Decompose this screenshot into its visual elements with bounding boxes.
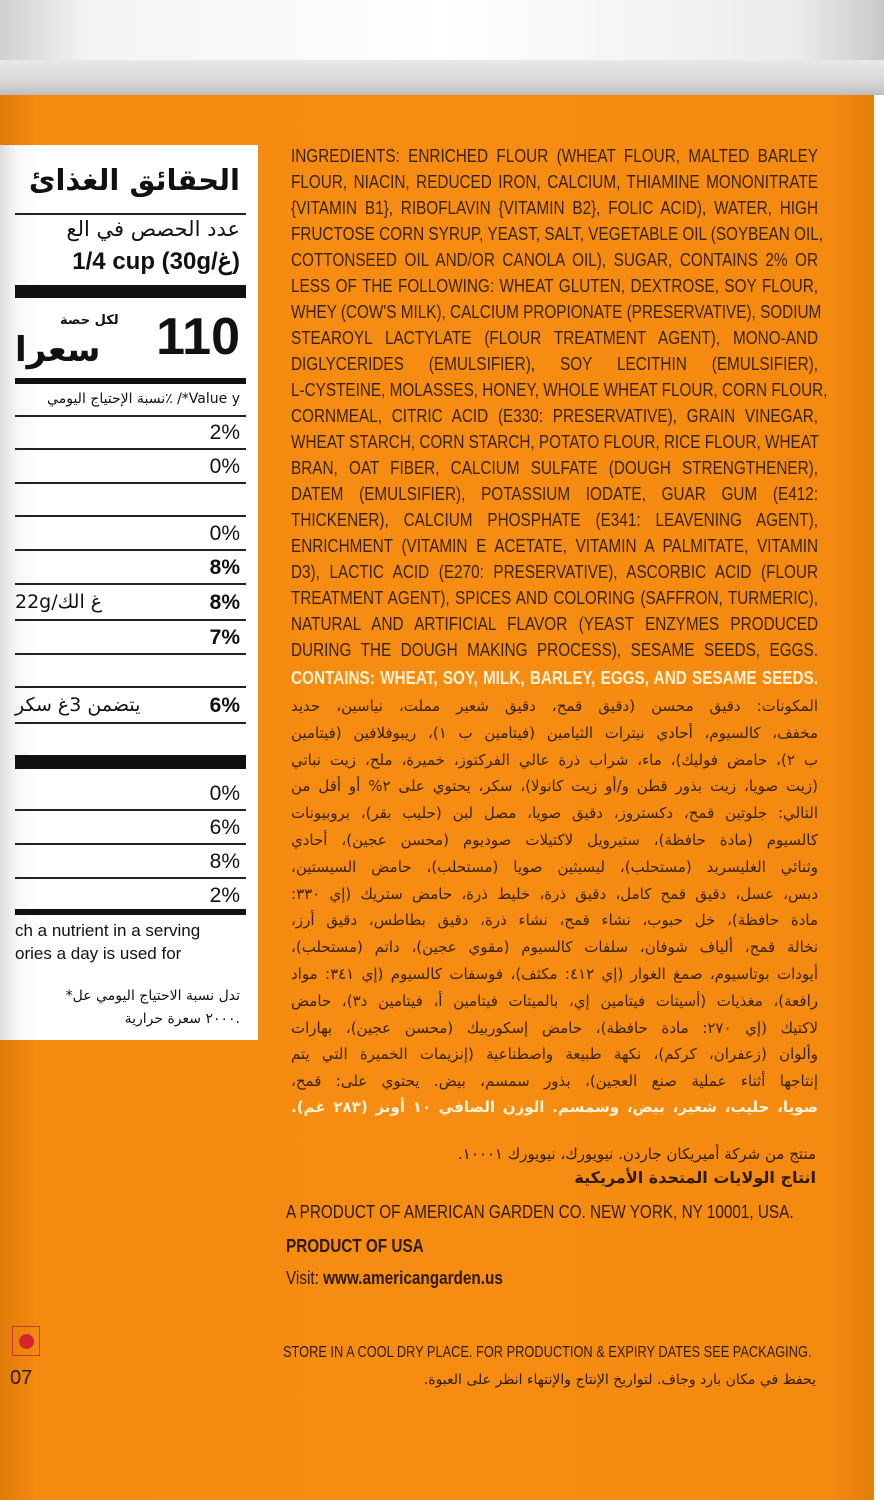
dv-value: 2% <box>209 421 240 444</box>
dv-value: 0% <box>209 455 240 478</box>
allergen-statement-ar: صويا، حليب، شعير، بيض، وسمسم. الوزن الصافي ١٠ أونز (٢٨٣ غم). <box>291 1098 818 1116</box>
ingredient-line-ar: وثنائي الغليسريد (مستحلب)، ليسيثين صويا (مستحلب)، حامض السيستين، <box>291 857 818 876</box>
ingredient-line-en: THICKENER), CALCIUM PHOSPHATE (E341: LEAVENING AGENT), <box>291 510 818 530</box>
ingredient-line-ar: ب ٢)، حامض فوليك)، ماء، شراب ذرة عالي الفركتوز، خميرة، ملح، زيت نباتي <box>291 750 819 769</box>
ingredient-line-en: STEAROYL LACTYLATE (FLOUR TREATMENT AGENT), MONO-AND <box>291 328 818 348</box>
lid-rim <box>0 60 884 95</box>
origin-ar: انتاج الولايات المتحدة الأمريكية <box>574 1168 816 1187</box>
divider <box>15 213 246 215</box>
per-serving-label: لكل حصة <box>60 313 119 328</box>
nutrient-row <box>0 416 258 450</box>
code-fragment: 07 <box>10 1367 33 1389</box>
nutrition-title: الحقائق الغذائ <box>28 163 240 197</box>
footnote-en-line: ch a nutrient in a serving <box>15 921 201 940</box>
dv-value: 0% <box>209 782 240 805</box>
ingredient-line-en: DATEM (EMULSIFIER), POTASSIUM IODATE, GUAR GUM (E412: <box>291 484 818 504</box>
dv-value: 8% <box>209 591 240 614</box>
dv-value: 7% <box>209 626 240 649</box>
ingredient-line-en: D3), LACTIC ACID (E270: PRESERVATIVE), ASCORBIC ACID (FLOUR <box>291 562 818 582</box>
dv-value: 8% <box>209 556 240 579</box>
nutrient-row <box>0 450 258 484</box>
thick-divider <box>15 285 246 298</box>
ingredient-line-ar: (زيت صويا، زيت بذور قطن و/أو زيت كانولا)، سكر، يحتوي على ٢% أو أقل من <box>291 777 818 796</box>
ingredient-line-en: COTTONSEED OIL AND/OR CANOLA OIL), SUGAR, CONTAINS 2% OR <box>291 250 818 270</box>
veg-mark-dot-icon <box>19 1334 34 1349</box>
nutrient-label: يتضمن 3غ سكر <box>15 694 141 716</box>
origin-en: PRODUCT OF USA <box>286 1236 424 1256</box>
ingredient-line-en: WHEAT STARCH, CORN STARCH, POTATO FLOUR, RICE FLOUR, WHEAT <box>291 432 820 452</box>
ingredient-line-ar: رافعة)، مغذيات (أسيتات فيتامين إي، بالميتات فيتامين أ، فيتامين د٣)، حامض <box>291 991 818 1010</box>
calories-value: 110 <box>156 308 240 366</box>
ingredient-line-en: {VITAMIN B1}, RIBOFLAVIN {VITAMIN B2}, FOLIC ACID), WATER, HIGH <box>291 198 818 218</box>
nutrient-row <box>0 655 258 688</box>
ingredient-line-en: TREATMENT AGENT), SPICES AND COLORING (SAFFRON, TURMERIC), <box>291 588 818 608</box>
vitamin-row <box>0 777 258 811</box>
ingredient-line-en: L-CYSTEINE, MOLASSES, HONEY, WHOLE WHEAT FLOUR, CORN FLOUR, <box>291 380 828 400</box>
divider <box>15 722 246 724</box>
dv-value: 6% <box>209 694 240 717</box>
nutrient-row <box>0 621 258 655</box>
nutrient-rows <box>0 416 258 724</box>
ingredient-line-en: NATURAL AND ARTIFICIAL FLAVOR (YEAST ENZYMES PRODUCED <box>291 614 818 634</box>
ingredient-line-ar: أيودات بوتاسيوم، صمغ الغوار (إي ٤١٢: مكثف)، فوسفات كالسيوم (إي ٣٤١: مواد <box>291 965 819 983</box>
serving-size: 1/4 cup (30g/غ) <box>72 248 240 275</box>
ingredient-line-en: FRUCTOSE CORN SYRUP, YEAST, SALT, VEGETABLE OIL (SOYBEAN OIL, <box>291 224 823 244</box>
producer-ar: منتج من شركة أميريكان جاردن. نيويورك، نيويورك ١٠٠٠١. <box>457 1145 816 1163</box>
can-lid <box>0 0 884 95</box>
ingredient-line-en: LESS OF THE FOLLOWING: WHEAT GLUTEN, DEXTROSE, SOY FLOUR, <box>291 276 818 296</box>
ingredient-line-ar: التالي: جلوتين قمح، دكستروز، دقيق صويا، مصل لبن (حليب بقر)، بروبيونات <box>291 804 818 823</box>
thick-divider <box>15 909 246 915</box>
dv-value: 0% <box>209 522 240 545</box>
footnote-ar-line: *تدل نسبة الاحتياج اليومي عل <box>65 988 240 1004</box>
ingredient-line-ar: المكونات: دقيق محسن (دقيق قمح، دقيق شعير مملت، نياسين، حديد <box>291 697 818 715</box>
ingredient-line-ar: إنتاجها أثناء عملية صنع العجين)، بذور سمسم، بيض. يحتوي على: قمح، <box>291 1072 818 1091</box>
ingredient-line-en: CORNMEAL, CITRIC ACID (E330: PRESERVATIVE), GRAIN VINEGAR, <box>291 406 818 426</box>
website-link[interactable]: www.americangarden.us <box>323 1268 503 1288</box>
vitamin-rows <box>0 777 258 911</box>
daily-value-header: نسبة الإحتياج اليومي٪ /*Value y <box>47 391 240 407</box>
ingredient-line-ar: نخالة قمح، ألياف شوفان، سلفات كالسيوم (مقوي عجين)، داتم (مستحلب)، <box>291 938 818 957</box>
nutrient-row <box>0 484 258 517</box>
ingredient-line-en: INGREDIENTS: ENRICHED FLOUR (WHEAT FLOUR, MALTED BARLEY <box>291 146 818 166</box>
footnote-en-line: ories a day is used for <box>15 944 182 963</box>
footnote-ar-line: ٢٠٠٠ سعرة حرارية. <box>124 1011 240 1027</box>
ingredient-line-en: BRAN, OAT FIBER, CALCIUM SULFATE (DOUGH STRENGTHENER), <box>291 458 818 478</box>
ingredient-line-ar: وألوان (زعفران، كركم)، نكهة طبيعة واصطناعية (إنزيمات الخميرة التي يتم <box>291 1045 818 1064</box>
calories-label: سعرا <box>15 330 101 370</box>
ingredient-line-ar: لاكتيك (إي ٢٧٠: مادة حافظة)، حامض إسكوربيك (محسن عجين)، بهارات <box>291 1018 818 1037</box>
allergen-statement-en: CONTAINS: WHEAT, SOY, MILK, BARLEY, EGGS, AND SESAME SEEDS. <box>291 668 818 688</box>
nutrient-row <box>0 517 258 551</box>
nutrient-row <box>0 551 258 585</box>
nutrient-row <box>0 688 258 724</box>
website-line <box>286 1268 503 1289</box>
dv-value: 2% <box>209 884 240 907</box>
veg-mark <box>12 1326 40 1356</box>
vitamin-row <box>0 845 258 879</box>
producer-en: A PRODUCT OF AMERICAN GARDEN CO. NEW YORK, NY 10001, USA. <box>286 1202 794 1222</box>
thick-divider <box>15 378 246 384</box>
nutrient-label: 22g/غ الك <box>15 591 103 613</box>
can-edge <box>874 95 884 1500</box>
vitamin-row <box>0 879 258 911</box>
ingredient-line-ar: دبس، عسل، دقيق قمح كامل، دقيق ذرة، خليط ذرة، حامض ستريك (إي ٣٣٠: <box>291 884 818 903</box>
storage-en: STORE IN A COOL DRY PLACE. FOR PRODUCTION & EXPIRY DATES SEE PACKAGING. <box>283 1344 812 1361</box>
ingredient-line-en: WHEY (COW'S MILK), CALCIUM PROPIONATE (PRESERVATIVE), SODIUM <box>291 302 822 322</box>
ingredient-line-ar: كالسيوم (مادة حافظة)، ستيرويل لاكتيلات صوديوم (محسن عجين)، أحادي <box>291 831 818 849</box>
dv-value: 8% <box>209 850 240 873</box>
visit-label: Visit: <box>286 1268 319 1288</box>
servings-per-container: عدد الحصص في الع <box>66 217 240 241</box>
nutrition-facts-panel <box>0 145 258 1040</box>
dv-value: 6% <box>209 816 240 839</box>
ingredient-line-en: FLOUR, NIACIN, REDUCED IRON, CALCIUM, THIAMINE MONONITRATE <box>291 172 818 192</box>
ingredient-line-ar: مادة حافظة)، خل حبوب، نشاء قمح، نشاء ذرة، دقيق بطاطس، دقيق أرز، <box>291 911 818 930</box>
vitamin-row <box>0 811 258 845</box>
nutrient-row <box>0 585 258 621</box>
storage-ar: يحفظ في مكان بارد وجاف. لتواريخ الإنتاج والإنتهاء انظر على العبوة. <box>423 1372 816 1388</box>
thick-divider <box>15 755 246 769</box>
ingredient-line-en: ENRICHMENT (VITAMIN E ACETATE, VITAMIN A PALMITATE, VITAMIN <box>291 536 818 556</box>
ingredient-line-ar: مخفف، كالسيوم، أحادي نيترات الثيامين (فيتامين ب ١)، ريبوفلافين (فيتامين <box>291 723 818 742</box>
ingredient-line-en: DURING THE DOUGH MAKING PROCESS), SESAME SEEDS, EGGS. <box>291 640 818 660</box>
ingredient-line-en: DIGLYCERIDES (EMULSIFIER), SOY LECITHIN (EMULSIFIER), <box>291 354 818 374</box>
